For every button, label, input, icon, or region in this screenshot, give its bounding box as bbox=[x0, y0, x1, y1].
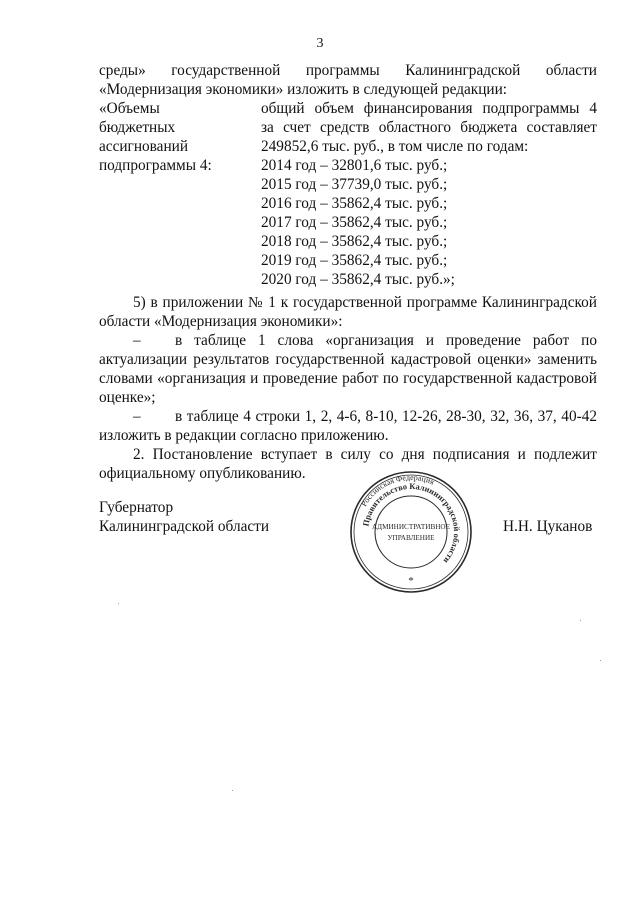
table-right-cell: 2016 год – 35862,4 тыс. руб.; bbox=[261, 195, 448, 212]
paragraph-line bbox=[99, 61, 597, 80]
scan-speck bbox=[580, 620, 581, 621]
word: государственной bbox=[171, 62, 281, 79]
list-item-text: в таблице 1 слова «организация и проведение работ по bbox=[175, 332, 597, 349]
table-right-cell: 2014 год – 32801,6 тыс. руб.; bbox=[261, 157, 448, 174]
list-item bbox=[133, 407, 597, 426]
table-right-cell: 2020 год – 35862,4 тыс. руб.»; bbox=[261, 271, 455, 288]
table-right-cell: 2017 год – 35862,4 тыс. руб.; bbox=[261, 214, 448, 231]
paragraph-line: оценке»; bbox=[99, 389, 156, 406]
paragraph-line: актуализации результатов государственной кадастровой оценки» заменить bbox=[99, 351, 597, 368]
official-stamp bbox=[349, 470, 473, 594]
scan-speck bbox=[118, 603, 119, 604]
table-left-cell: ассигнований bbox=[99, 138, 189, 155]
scan-speck bbox=[232, 790, 233, 791]
paragraph-line: «Модернизация экономики» изложить в следующей редакции: bbox=[99, 81, 508, 98]
list-item bbox=[133, 331, 597, 350]
table-right-cell: 2018 год – 35862,4 тыс. руб.; bbox=[261, 233, 448, 250]
table-right-cell: общий объем финансирования подпрограммы 4 bbox=[261, 100, 597, 117]
word: программы bbox=[305, 62, 380, 79]
table-right-cell: за счет средств областного бюджета составляет bbox=[261, 119, 597, 136]
paragraph-line: 2. Постановление вступает в силу со дня подписания и подлежит bbox=[133, 446, 597, 463]
paragraph-line: официальному опубликованию. bbox=[99, 465, 306, 482]
signatory-title: Губернатор bbox=[99, 499, 174, 516]
table-left-cell: бюджетных bbox=[99, 119, 176, 136]
signatory-name: Н.Н. Цуканов bbox=[503, 518, 593, 535]
table-right-cell: 249852,6 тыс. руб., в том числе по годам: bbox=[261, 138, 529, 155]
word: среды» bbox=[99, 62, 146, 79]
word: области bbox=[545, 62, 597, 79]
paragraph-line: 5) в приложении № 1 к государственной программе Калининградской bbox=[133, 294, 597, 311]
table-right-cell: 2019 год – 35862,4 тыс. руб.; bbox=[261, 252, 448, 269]
word: Калининградской bbox=[405, 62, 521, 79]
list-item-text: в таблице 4 строки 1, 2, 4-6, 8-10, 12-26, 28-30, 32, 36, 37, 40-42 bbox=[175, 408, 597, 425]
list-dash: – bbox=[133, 408, 141, 425]
table-right-cell: 2015 год – 37739,0 тыс. руб.; bbox=[261, 176, 448, 193]
stamp-center-line1: АДМИНИСТРАТИВНОЕ bbox=[371, 523, 451, 531]
paragraph-line: области «Модернизация экономики»: bbox=[99, 313, 343, 330]
stamp-star: * bbox=[408, 575, 414, 587]
paragraph-line: словами «организация и проведение работ по государственной кадастровой bbox=[99, 370, 597, 387]
list-dash: – bbox=[133, 332, 141, 349]
stamp-center-line2: УПРАВЛЕНИЕ bbox=[387, 534, 435, 542]
scan-speck bbox=[600, 660, 601, 661]
table-left-cell: «Объемы bbox=[99, 100, 160, 117]
stamp-outer-ring-text: Российская Федерация bbox=[359, 472, 436, 508]
page-number: 3 bbox=[316, 36, 324, 51]
stamp-ring-text: Правительство Калининградской области bbox=[361, 481, 462, 566]
signatory-region: Калининградской области bbox=[99, 518, 270, 535]
paragraph-line: изложить в редакции согласно приложению. bbox=[99, 427, 389, 444]
table-left-cell: подпрограммы 4: bbox=[99, 157, 212, 174]
